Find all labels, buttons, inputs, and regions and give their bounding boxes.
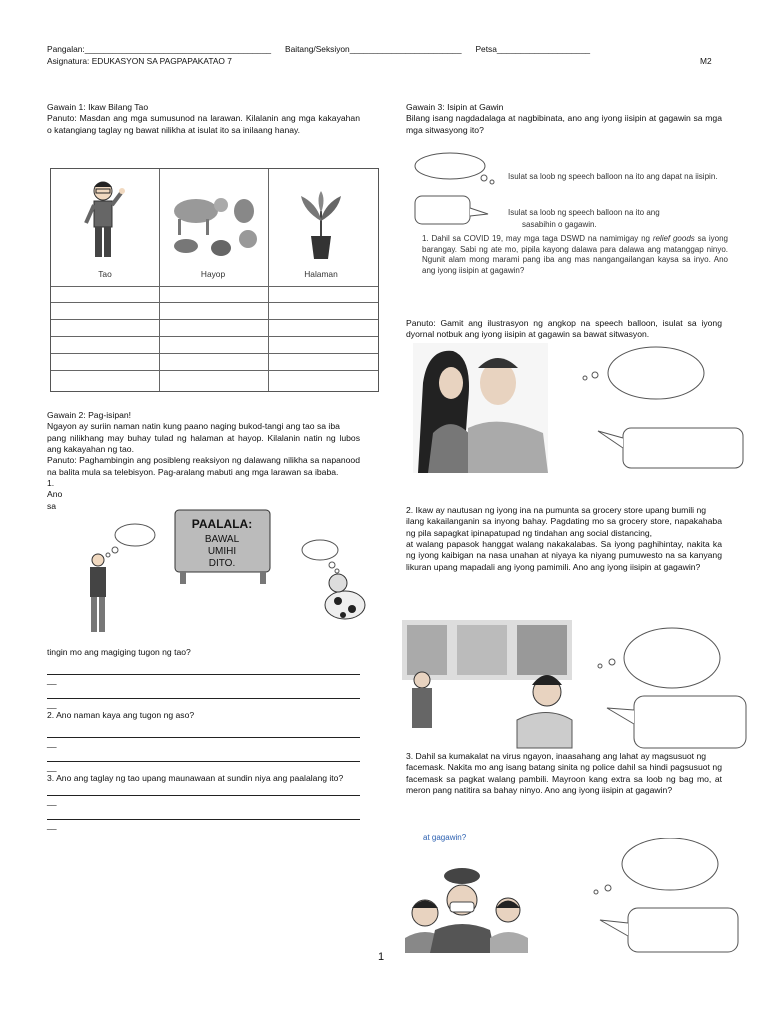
person-illustration: [81, 179, 131, 264]
gawain3-title: Gawain 3: Isipin at Gawin: [406, 102, 504, 112]
sign-title: PAALALA:: [191, 517, 253, 531]
answer-line-end: __: [47, 796, 57, 807]
situation1-part2: sa iyong barangay. Sabi ng ate mo, pipila kayong dalawa para dalawa ang matanggap ninyo. Ngunit alam mong marami pang iba ang mas nangangailangan kaysa sa inyo. Ano ang iyong iisipin at gagawin?: [422, 234, 728, 275]
col-halaman: Halaman: [304, 269, 338, 279]
col-tao: Tao: [98, 269, 112, 279]
answer-line-end: __: [47, 698, 57, 709]
speech-balloon-legend: [410, 148, 510, 233]
answer-line-end: __: [47, 761, 57, 772]
question3: 3. Ano ang taglay ng tao upang maunawaan at sundin niya ang paalalang ito?: [47, 773, 344, 784]
legend-speech-1: Isulat sa loob ng speech balloon na ito ang: [508, 208, 660, 217]
situation3-line2: facemask. Nakita mo ang isang batang sinita ng police dahil sa hindi pagsusuot ng facemask sa pagkat walang pambili. Mayroon kang extra sa loob ng bag mo, at meron pang natitira sa bahay ninyo. Ano ang iyong iisipin at gagawin?: [406, 762, 722, 796]
gawain2-instructions: Panuto: Paghambingin ang posibleng reaksiyon ng dalawang nilikha sa napanood na balita mula sa telebisyon. Pag-aralang mabuti ang mga larawan sa ibaba.: [47, 455, 360, 477]
answer-line-end: __: [47, 819, 57, 830]
header-fields: Pangalan:________________________________________ Baitang/Seksiyon________________________ Petsa____________________: [47, 44, 591, 54]
question2: 2. Ano naman kaya ang tugon ng aso?: [47, 710, 195, 721]
module-code: M2: [700, 56, 712, 66]
gawain2-questions: [47, 647, 360, 831]
gawain2-title: Gawain 2: Pag-isipan!: [47, 410, 132, 420]
classification-table: [50, 168, 379, 392]
gawain3-instructions: Panuto: Gamit ang ilustrasyon ng angkop na speech balloon, isulat sa iyong dyornal notbuk ang iyong iisipin at gagawin sa bawat sitwasyon.: [406, 318, 722, 340]
answer-line[interactable]: [47, 750, 360, 762]
situation1: [422, 234, 728, 276]
answer-line[interactable]: [47, 687, 360, 699]
legend-speech-2: sasabihin o gagawin.: [522, 220, 597, 229]
situation1-italic: relief goods: [652, 234, 695, 243]
subject-line: Asignatura: EDUKASYON SA PAGPAPAKATAO 7: [47, 56, 232, 66]
police-scene-illustration: [400, 838, 745, 956]
situation2-line1: 2. Ikaw ay nautusan ng iyong ina na pumunta sa grocery store upang bumili ng: [406, 505, 707, 515]
question1-rest: tingin mo ang magiging tugon ng tao?: [47, 647, 191, 657]
gawain1-title: Gawain 1: Ikaw Bilang Tao: [47, 102, 149, 112]
question1-number: 1.: [47, 478, 55, 489]
legend-thought: Isulat sa loob ng speech balloon na ito ang dapat na iisipin.: [508, 172, 718, 181]
answer-line[interactable]: [47, 784, 360, 796]
sign-line2: UMIHI: [207, 546, 237, 557]
gawain3-section: [406, 102, 722, 136]
question1-word1: Ano: [47, 489, 63, 500]
plant-illustration: [296, 191, 346, 261]
gawain2-para2: pang nilikhang may buhay tulad ng halaman at hayop. Kilalanin natin ng lubos ang kakayahan ng tao.: [47, 432, 360, 455]
gawain3-intro: Bilang isang nagdadalaga at nagbibinata, ano ang iyong iisipin at gagawin sa mga mga sitwasyong ito?: [406, 113, 722, 135]
sign-scene-illustration: [80, 505, 380, 645]
page-number: 1: [378, 951, 385, 963]
answer-line-end: __: [47, 675, 57, 686]
situation1-part1: 1. Dahil sa COVID 19, may mga taga DSWD na namimigay ng: [422, 234, 653, 243]
gawain2-para1: Ngayon ay suriin naman natin kung paano naging bukod-tangi ang tao sa iba: [47, 421, 340, 432]
gawain2-section: [47, 410, 360, 512]
gawain1-instructions: Panuto: Masdan ang mga sumusunod na larawan. Kilalanin ang mga kakayahan o katangiang taglay ng bawat nilikha at isulat ito sa inilaang hanay.: [47, 113, 360, 135]
col-hayop: Hayop: [200, 269, 226, 279]
situation2-line2: ilang kakailanganin sa inyong bahay. Pagdating mo sa grocery store, napakahaba ng pila sapagkat ipinapatupad ng tindahan ang social distancing,: [406, 516, 722, 538]
crop-text: at gagawin?: [423, 833, 467, 842]
sign-line3: DITO.: [208, 558, 236, 569]
situation2-line3: at walang papasok hanggat walang nakakalabas. Sa iyong paghihintay, nakita ka ng iyong kaibigan na nasa unahan at niyaya ka niyang pumuwesto na sa kanyang likuran upang mapadali ang iyong pamimili. Ano ang iyong iisipin at gagawin?: [406, 539, 722, 572]
situation2: [406, 505, 722, 573]
question1-word2: sa: [47, 500, 57, 511]
animals-illustration: [166, 191, 261, 261]
situation3: [406, 751, 722, 796]
situation3-line1: 3. Dahil sa kumakalat na virus ngayon, inaasahang ang lahat ay magsusuot ng: [406, 751, 707, 761]
answer-line-end: __: [47, 738, 57, 749]
answer-line[interactable]: [47, 663, 360, 675]
grocery-scene-illustration: [402, 620, 752, 750]
answer-line[interactable]: [47, 808, 360, 820]
answer-line[interactable]: [47, 726, 360, 738]
sign-line1: BAWAL: [204, 534, 240, 545]
gawain1-section: [47, 102, 360, 136]
whisper-scene-illustration: [413, 343, 753, 475]
